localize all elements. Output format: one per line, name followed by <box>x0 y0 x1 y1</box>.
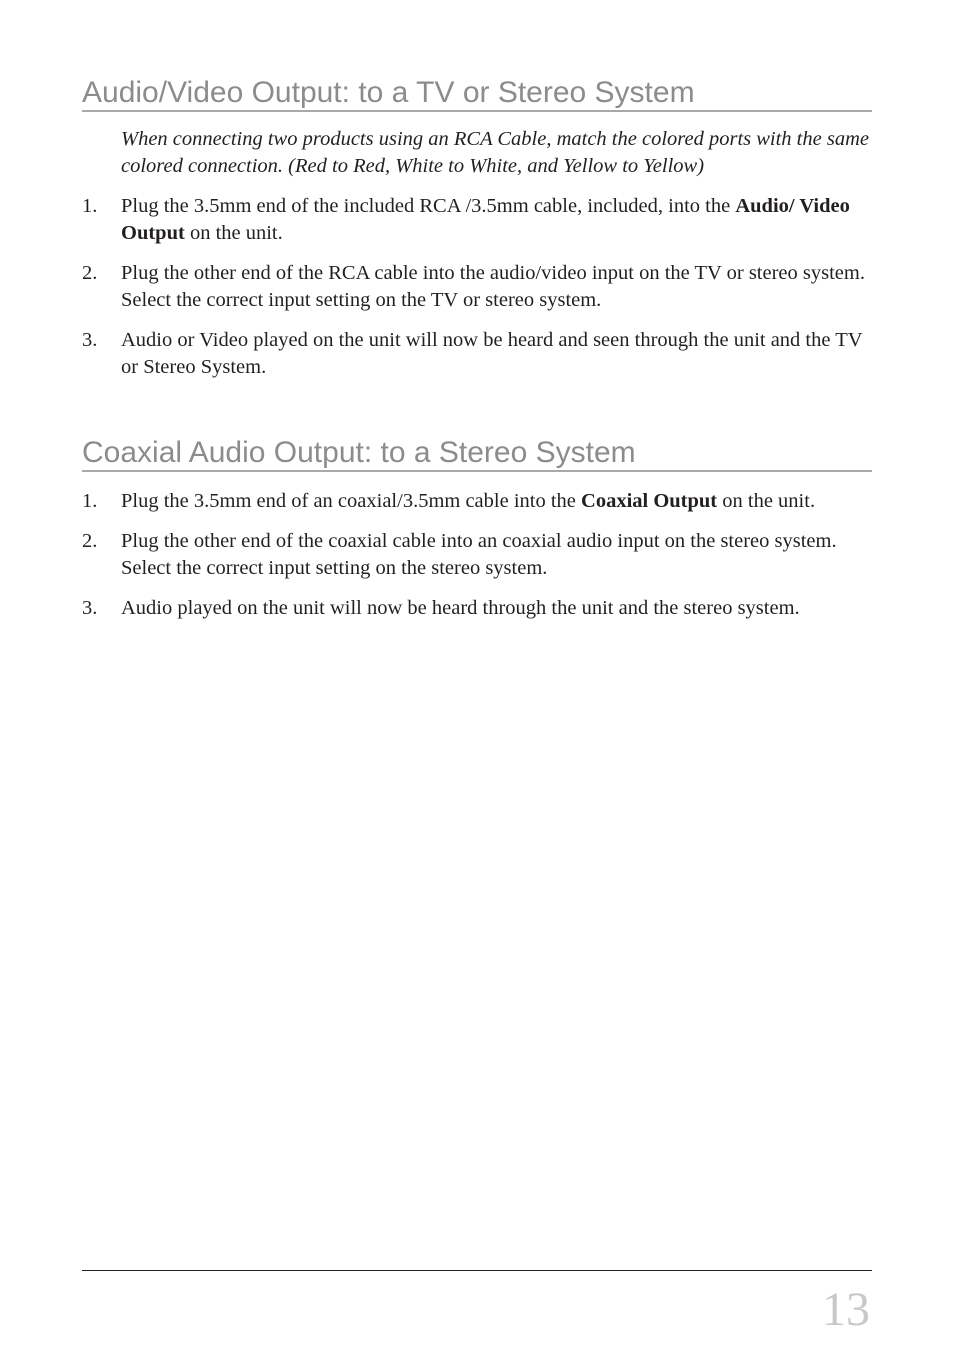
step-text-bold: Audio/ Video Output <box>121 195 850 244</box>
step-number: 2. <box>82 262 98 284</box>
section-coaxial-audio-output <box>82 436 872 622</box>
footer-divider <box>82 1270 872 1271</box>
step-text <box>121 195 850 244</box>
step-text: Audio played on the unit will now be heard through the unit and the stereo system. <box>121 597 800 619</box>
page-number: 13 <box>822 1283 870 1336</box>
list-item <box>82 488 872 515</box>
list-item <box>82 193 872 247</box>
step-text-after: on the unit. <box>184 222 283 244</box>
section-audio-video-output <box>82 76 872 381</box>
list-item <box>82 327 872 381</box>
step-number: 2. <box>82 530 98 552</box>
step-text-bold: Coaxial Output <box>581 490 718 512</box>
list-item <box>82 595 872 622</box>
step-text-before: Plug the 3.5mm end of the included RCA /3.5mm cable, included, into the <box>121 195 736 217</box>
section-heading: Coaxial Audio Output: to a Stereo System <box>82 436 872 472</box>
steps-list <box>82 488 872 622</box>
step-text: Plug the other end of the coaxial cable into an coaxial audio input on the stereo system. Select the correct input setting on the stereo system. <box>121 530 837 579</box>
step-number: 3. <box>82 597 98 619</box>
step-number: 1. <box>82 490 98 512</box>
step-text: Audio or Video played on the unit will now be heard and seen through the unit and the TV or Stereo System. <box>121 329 863 378</box>
step-number: 3. <box>82 329 98 351</box>
step-text-before: Plug the 3.5mm end of an coaxial/3.5mm cable into the <box>121 490 582 512</box>
list-item <box>82 260 872 314</box>
step-text: Plug the other end of the RCA cable into the audio/video input on the TV or stereo system. Select the correct input setting on the TV or stereo system. <box>121 262 865 311</box>
step-text <box>121 490 815 512</box>
section-heading: Audio/Video Output: to a TV or Stereo System <box>82 76 872 112</box>
list-item <box>82 528 872 582</box>
intro-note: When connecting two products using an RCA Cable, match the colored ports with the same colored connection. (Red to Red, White to White, and Yellow to Yellow) <box>121 128 869 177</box>
step-number: 1. <box>82 195 98 217</box>
steps-list <box>82 193 872 381</box>
step-text-after: on the unit. <box>717 490 816 512</box>
